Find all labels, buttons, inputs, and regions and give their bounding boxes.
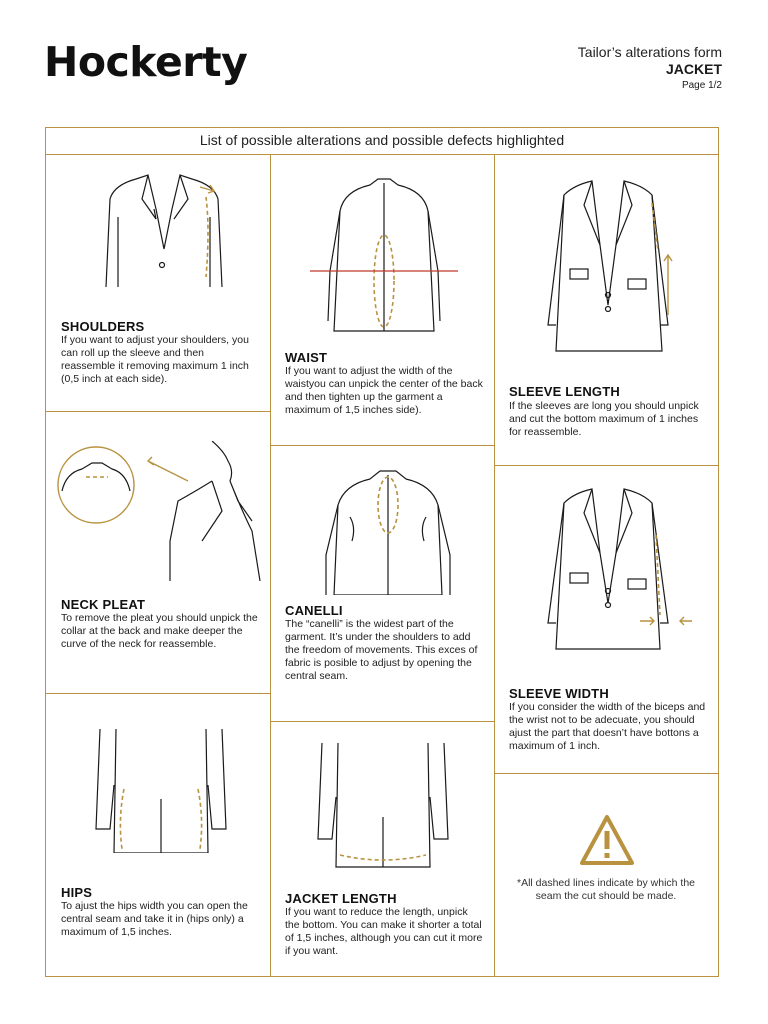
note-text: *All dashed lines indicate by which the seam the cut should be made. xyxy=(516,877,696,902)
card-note xyxy=(494,773,718,976)
form-header xyxy=(578,44,722,91)
card-neck-pleat xyxy=(46,411,270,693)
sleeve-length-illustration xyxy=(534,175,684,355)
neck-pleat-illustration xyxy=(52,441,262,581)
shoulders-desc: If you want to adjust your shoulders, you can roll up the sleeve and then reassemble it removing maximum 1 inch (0,5 inch at each side). xyxy=(61,334,249,385)
card-sleeve-length xyxy=(494,155,718,465)
waist-desc: If you want to adjust the width of the waistyou can unpick the center of the back and then tighten up the garment a maximum of 1,5 inches side). xyxy=(285,365,483,416)
jacket-length-title: JACKET LENGTH xyxy=(285,891,397,906)
card-canelli xyxy=(270,445,494,721)
neck-pleat-desc: To remove the pleat you should unpick the collar at the back and make deeper the curve of the neck for reassemble. xyxy=(61,612,258,650)
card-sleeve-width xyxy=(494,465,718,773)
brand-logo: Hockerty xyxy=(44,38,248,86)
hips-illustration xyxy=(86,729,236,853)
canelli-title: CANELLI xyxy=(285,603,343,618)
card-waist xyxy=(270,155,494,445)
hips-title: HIPS xyxy=(61,885,93,900)
alterations-frame xyxy=(45,127,719,977)
sleeve-width-illustration xyxy=(534,483,694,653)
form-title: Tailor’s alterations form xyxy=(577,44,722,60)
card-hips xyxy=(46,693,270,976)
canelli-illustration xyxy=(314,465,462,595)
sleeve-width-desc: If you consider the width of the biceps and the wrist not to be adecuate, you should ajust the part that doesn’t have bottons a maximum of 1 inch. xyxy=(509,701,706,752)
garment-type: JACKET xyxy=(665,61,722,77)
shoulders-illustration xyxy=(96,169,236,287)
card-jacket-length xyxy=(270,721,494,976)
shoulders-title: SHOULDERS xyxy=(61,319,145,334)
sleeve-length-desc: If the sleeves are long you should unpick and cut the bottom maximum of 1 inches for reassemble. xyxy=(509,400,699,438)
canelli-desc: The “canelli” is the widest part of the garment. It’s under the shoulders to add the freedom of movements. This exces of fabric is posible to adjust by opening the central seam. xyxy=(285,618,478,682)
sleeve-length-title: SLEEVE LENGTH xyxy=(509,384,620,399)
waist-title: WAIST xyxy=(285,350,328,365)
neck-pleat-title: NECK PLEAT xyxy=(61,597,146,612)
waist-illustration xyxy=(310,171,458,337)
sleeve-width-title: SLEEVE WIDTH xyxy=(509,686,609,701)
jacket-length-desc: If you want to reduce the length, unpick the bottom. You can make it shorter a total of 1,5 inches, although you can cut it more if you want. xyxy=(285,906,483,957)
page-number: Page 1/2 xyxy=(681,80,722,91)
hips-desc: To ajust the hips width you can open the central seam and take it in (hips only) a maximum of 1,5 inches. xyxy=(61,900,248,938)
jacket-length-illustration xyxy=(308,743,458,871)
warning-icon xyxy=(578,813,636,867)
card-shoulders xyxy=(46,155,270,411)
frame-title: List of possible alterations and possible defects highlighted xyxy=(46,128,718,155)
